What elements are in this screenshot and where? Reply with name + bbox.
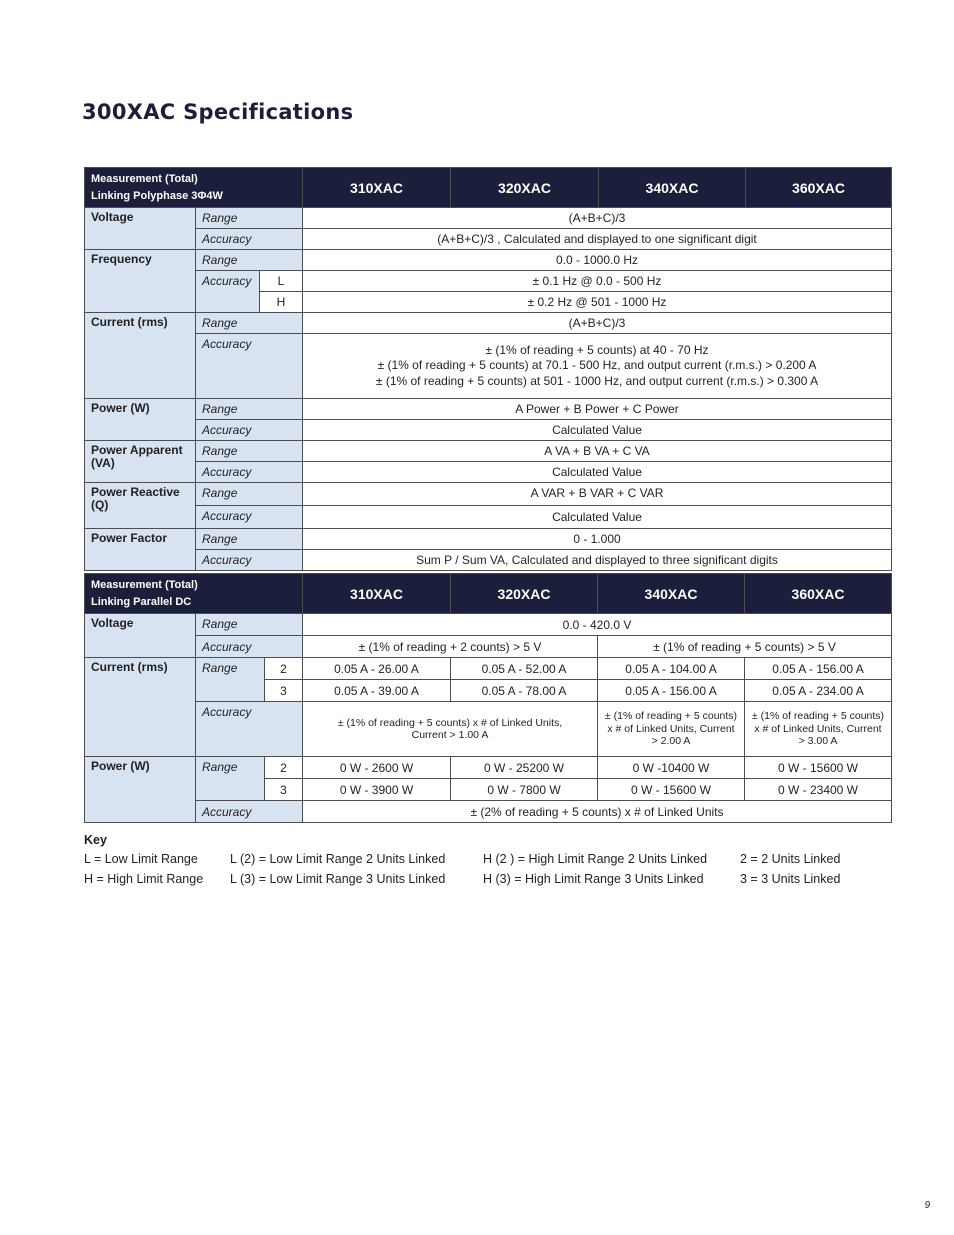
current-range-cell: 0.05 A - 156.00 A	[598, 680, 745, 702]
voltage-range-value: (A+B+C)/3	[303, 208, 892, 229]
frequency-range-value: 0.0 - 1000.0 Hz	[303, 250, 892, 271]
model-header: 340XAC	[599, 168, 746, 208]
table-row	[85, 483, 892, 506]
accuracy-line: x # of Linked Units, Current	[607, 722, 735, 735]
power-factor-range-value: 0 - 1.000	[303, 529, 892, 550]
power-apparent-range-value: A VA + B VA + C VA	[303, 441, 892, 462]
param-current: Current (rms)	[85, 658, 196, 757]
key-row	[84, 852, 884, 872]
key-title: Key	[84, 833, 107, 847]
voltage-accuracy-340-360: ± (1% of reading + 5 counts) > 5 V	[598, 636, 892, 658]
accuracy-label: Accuracy	[196, 801, 303, 823]
table-row	[85, 550, 892, 571]
param-power-apparent: Power Apparent (VA)	[85, 441, 196, 483]
range-label: Range	[196, 441, 303, 462]
linked-units-3: 3	[265, 680, 303, 702]
power-range-cell: 0 W - 15600 W	[598, 779, 745, 801]
range-label: Range	[196, 529, 303, 550]
power-reactive-range-value: A VAR + B VAR + C VAR	[303, 483, 892, 506]
param-power-reactive: Power Reactive (Q)	[85, 483, 196, 529]
measurement-header-cell	[85, 168, 303, 208]
current-range-cell: 0.05 A - 78.00 A	[451, 680, 598, 702]
table-row	[85, 334, 892, 399]
accuracy-label: Accuracy	[196, 636, 303, 658]
page-title: 300XAC Specifications	[82, 100, 354, 124]
key-section	[84, 833, 884, 892]
power-range-value: A Power + B Power + C Power	[303, 399, 892, 420]
current-accuracy-340	[598, 702, 745, 757]
frequency-high-accuracy: ± 0.2 Hz @ 501 - 1000 Hz	[303, 292, 892, 313]
model-header: 320XAC	[451, 168, 599, 208]
linking-label: Linking Parallel DC	[91, 595, 192, 608]
power-accuracy-value: ± (2% of reading + 5 counts) x # of Linked Units	[303, 801, 892, 823]
key-entry: H (2 ) = High Limit Range 2 Units Linked	[483, 852, 708, 866]
power-range-cell: 0 W -10400 W	[598, 757, 745, 779]
power-range-cell: 0 W - 7800 W	[451, 779, 598, 801]
table-row	[85, 462, 892, 483]
power-range-cell: 0 W - 2600 W	[303, 757, 451, 779]
table-row	[85, 208, 892, 229]
frequency-low-accuracy: ± 0.1 Hz @ 0.0 - 500 Hz	[303, 271, 892, 292]
key-entry: L = Low Limit Range	[84, 852, 198, 866]
accuracy-label: Accuracy	[196, 506, 303, 529]
current-accuracy-360	[745, 702, 892, 757]
measurement-label: Measurement (Total)	[91, 172, 198, 185]
range-label: Range	[196, 658, 265, 702]
table-row	[85, 636, 892, 658]
param-power: Power (W)	[85, 399, 196, 441]
voltage-range-value: 0.0 - 420.0 V	[303, 614, 892, 636]
table-row	[85, 801, 892, 823]
table-row	[85, 614, 892, 636]
current-range-cell: 0.05 A - 39.00 A	[303, 680, 451, 702]
accuracy-label: Accuracy	[196, 550, 303, 571]
range-label: Range	[196, 614, 303, 636]
accuracy-line: ± (1% of reading + 5 counts)	[751, 710, 885, 723]
accuracy-label: Accuracy	[196, 462, 303, 483]
range-label: Range	[196, 483, 303, 506]
accuracy-label: Accuracy	[196, 702, 303, 757]
table-row	[85, 529, 892, 550]
key-entry: 2 = 2 Units Linked	[740, 852, 841, 866]
table-row	[85, 399, 892, 420]
key-entry: H (3) = High Limit Range 3 Units Linked	[483, 872, 704, 886]
voltage-accuracy-310-320: ± (1% of reading + 2 counts) > 5 V	[303, 636, 598, 658]
current-range-cell: 0.05 A - 52.00 A	[451, 658, 598, 680]
power-accuracy-value: Calculated Value	[303, 420, 892, 441]
param-power: Power (W)	[85, 757, 196, 823]
power-reactive-accuracy-value: Calculated Value	[303, 506, 892, 529]
param-current: Current (rms)	[85, 313, 196, 399]
accuracy-label: Accuracy	[196, 420, 303, 441]
spec-table-polyphase	[84, 167, 892, 571]
model-header: 360XAC	[746, 168, 892, 208]
power-range-cell: 0 W - 25200 W	[451, 757, 598, 779]
current-range-value: (A+B+C)/3	[303, 313, 892, 334]
accuracy-line: ± (1% of reading + 5 counts) at 70.1 - 500 Hz, and output current (r.m.s.) > 0.200 A	[377, 358, 817, 373]
accuracy-label: Accuracy	[196, 229, 303, 250]
measurement-header-cell	[85, 574, 303, 614]
param-power-factor: Power Factor	[85, 529, 196, 571]
linked-units-2: 2	[265, 658, 303, 680]
table-row	[85, 229, 892, 250]
model-header: 320XAC	[451, 574, 598, 614]
current-range-cell: 0.05 A - 26.00 A	[303, 658, 451, 680]
spec-table-parallel-dc	[84, 573, 892, 823]
table-row	[85, 441, 892, 462]
power-range-cell: 0 W - 23400 W	[745, 779, 892, 801]
range-label: Range	[196, 757, 265, 801]
page-number: 9	[924, 1200, 930, 1211]
accuracy-line: x # of Linked Units, Current	[754, 722, 882, 735]
table-row	[85, 658, 892, 680]
linked-units-2: 2	[265, 757, 303, 779]
linking-label: Linking Polyphase 3Φ4W	[91, 189, 223, 202]
model-header: 310XAC	[303, 574, 451, 614]
current-range-cell: 0.05 A - 156.00 A	[745, 658, 892, 680]
current-range-cell: 0.05 A - 104.00 A	[598, 658, 745, 680]
current-range-cell: 0.05 A - 234.00 A	[745, 680, 892, 702]
current-accuracy-310-320	[303, 702, 598, 757]
range-label: Range	[196, 250, 303, 271]
table-header-row	[85, 168, 892, 208]
key-entry: L (3) = Low Limit Range 3 Units Linked	[230, 872, 446, 886]
accuracy-line: ± (1% of reading + 5 counts) at 40 - 70 Hz	[485, 342, 709, 357]
range-label: Range	[196, 399, 303, 420]
table-row	[85, 271, 892, 292]
table-row	[85, 420, 892, 441]
table-row	[85, 313, 892, 334]
power-range-cell: 0 W - 15600 W	[745, 757, 892, 779]
param-frequency: Frequency	[85, 250, 196, 313]
accuracy-line: > 2.00 A	[651, 735, 691, 748]
accuracy-line: ± (1% of reading + 5 counts) at 501 - 1000 Hz, and output current (r.m.s.) > 0.300 A	[375, 373, 819, 388]
current-accuracy-value	[303, 334, 892, 399]
low-limit-label: L	[260, 271, 303, 292]
range-label: Range	[196, 208, 303, 229]
power-apparent-accuracy-value: Calculated Value	[303, 462, 892, 483]
param-voltage: Voltage	[85, 614, 196, 658]
range-label: Range	[196, 313, 303, 334]
param-voltage: Voltage	[85, 208, 196, 250]
power-range-cell: 0 W - 3900 W	[303, 779, 451, 801]
key-entry: L (2) = Low Limit Range 2 Units Linked	[230, 852, 446, 866]
table-row	[85, 757, 892, 779]
linked-units-3: 3	[265, 779, 303, 801]
model-header: 310XAC	[303, 168, 451, 208]
key-entry: 3 = 3 Units Linked	[740, 872, 841, 886]
accuracy-label: Accuracy	[196, 334, 303, 399]
accuracy-line: > 3.00 A	[798, 735, 838, 748]
key-entry: H = High Limit Range	[84, 872, 204, 886]
table-header-row	[85, 574, 892, 614]
table-row	[85, 506, 892, 529]
model-header: 340XAC	[598, 574, 745, 614]
model-header: 360XAC	[745, 574, 892, 614]
accuracy-line: ± (1% of reading + 5 counts) x # of Linked Units,	[337, 716, 563, 729]
measurement-label: Measurement (Total)	[91, 578, 198, 591]
key-row	[84, 872, 884, 892]
table-row	[85, 702, 892, 757]
power-factor-accuracy-value: Sum P / Sum VA, Calculated and displayed to three significant digits	[303, 550, 892, 571]
accuracy-line: ± (1% of reading + 5 counts)	[604, 710, 738, 723]
table-row	[85, 250, 892, 271]
accuracy-label: Accuracy	[196, 271, 260, 313]
voltage-accuracy-value: (A+B+C)/3 , Calculated and displayed to one significant digit	[303, 229, 892, 250]
high-limit-label: H	[260, 292, 303, 313]
accuracy-line: Current > 1.00 A	[411, 729, 489, 741]
